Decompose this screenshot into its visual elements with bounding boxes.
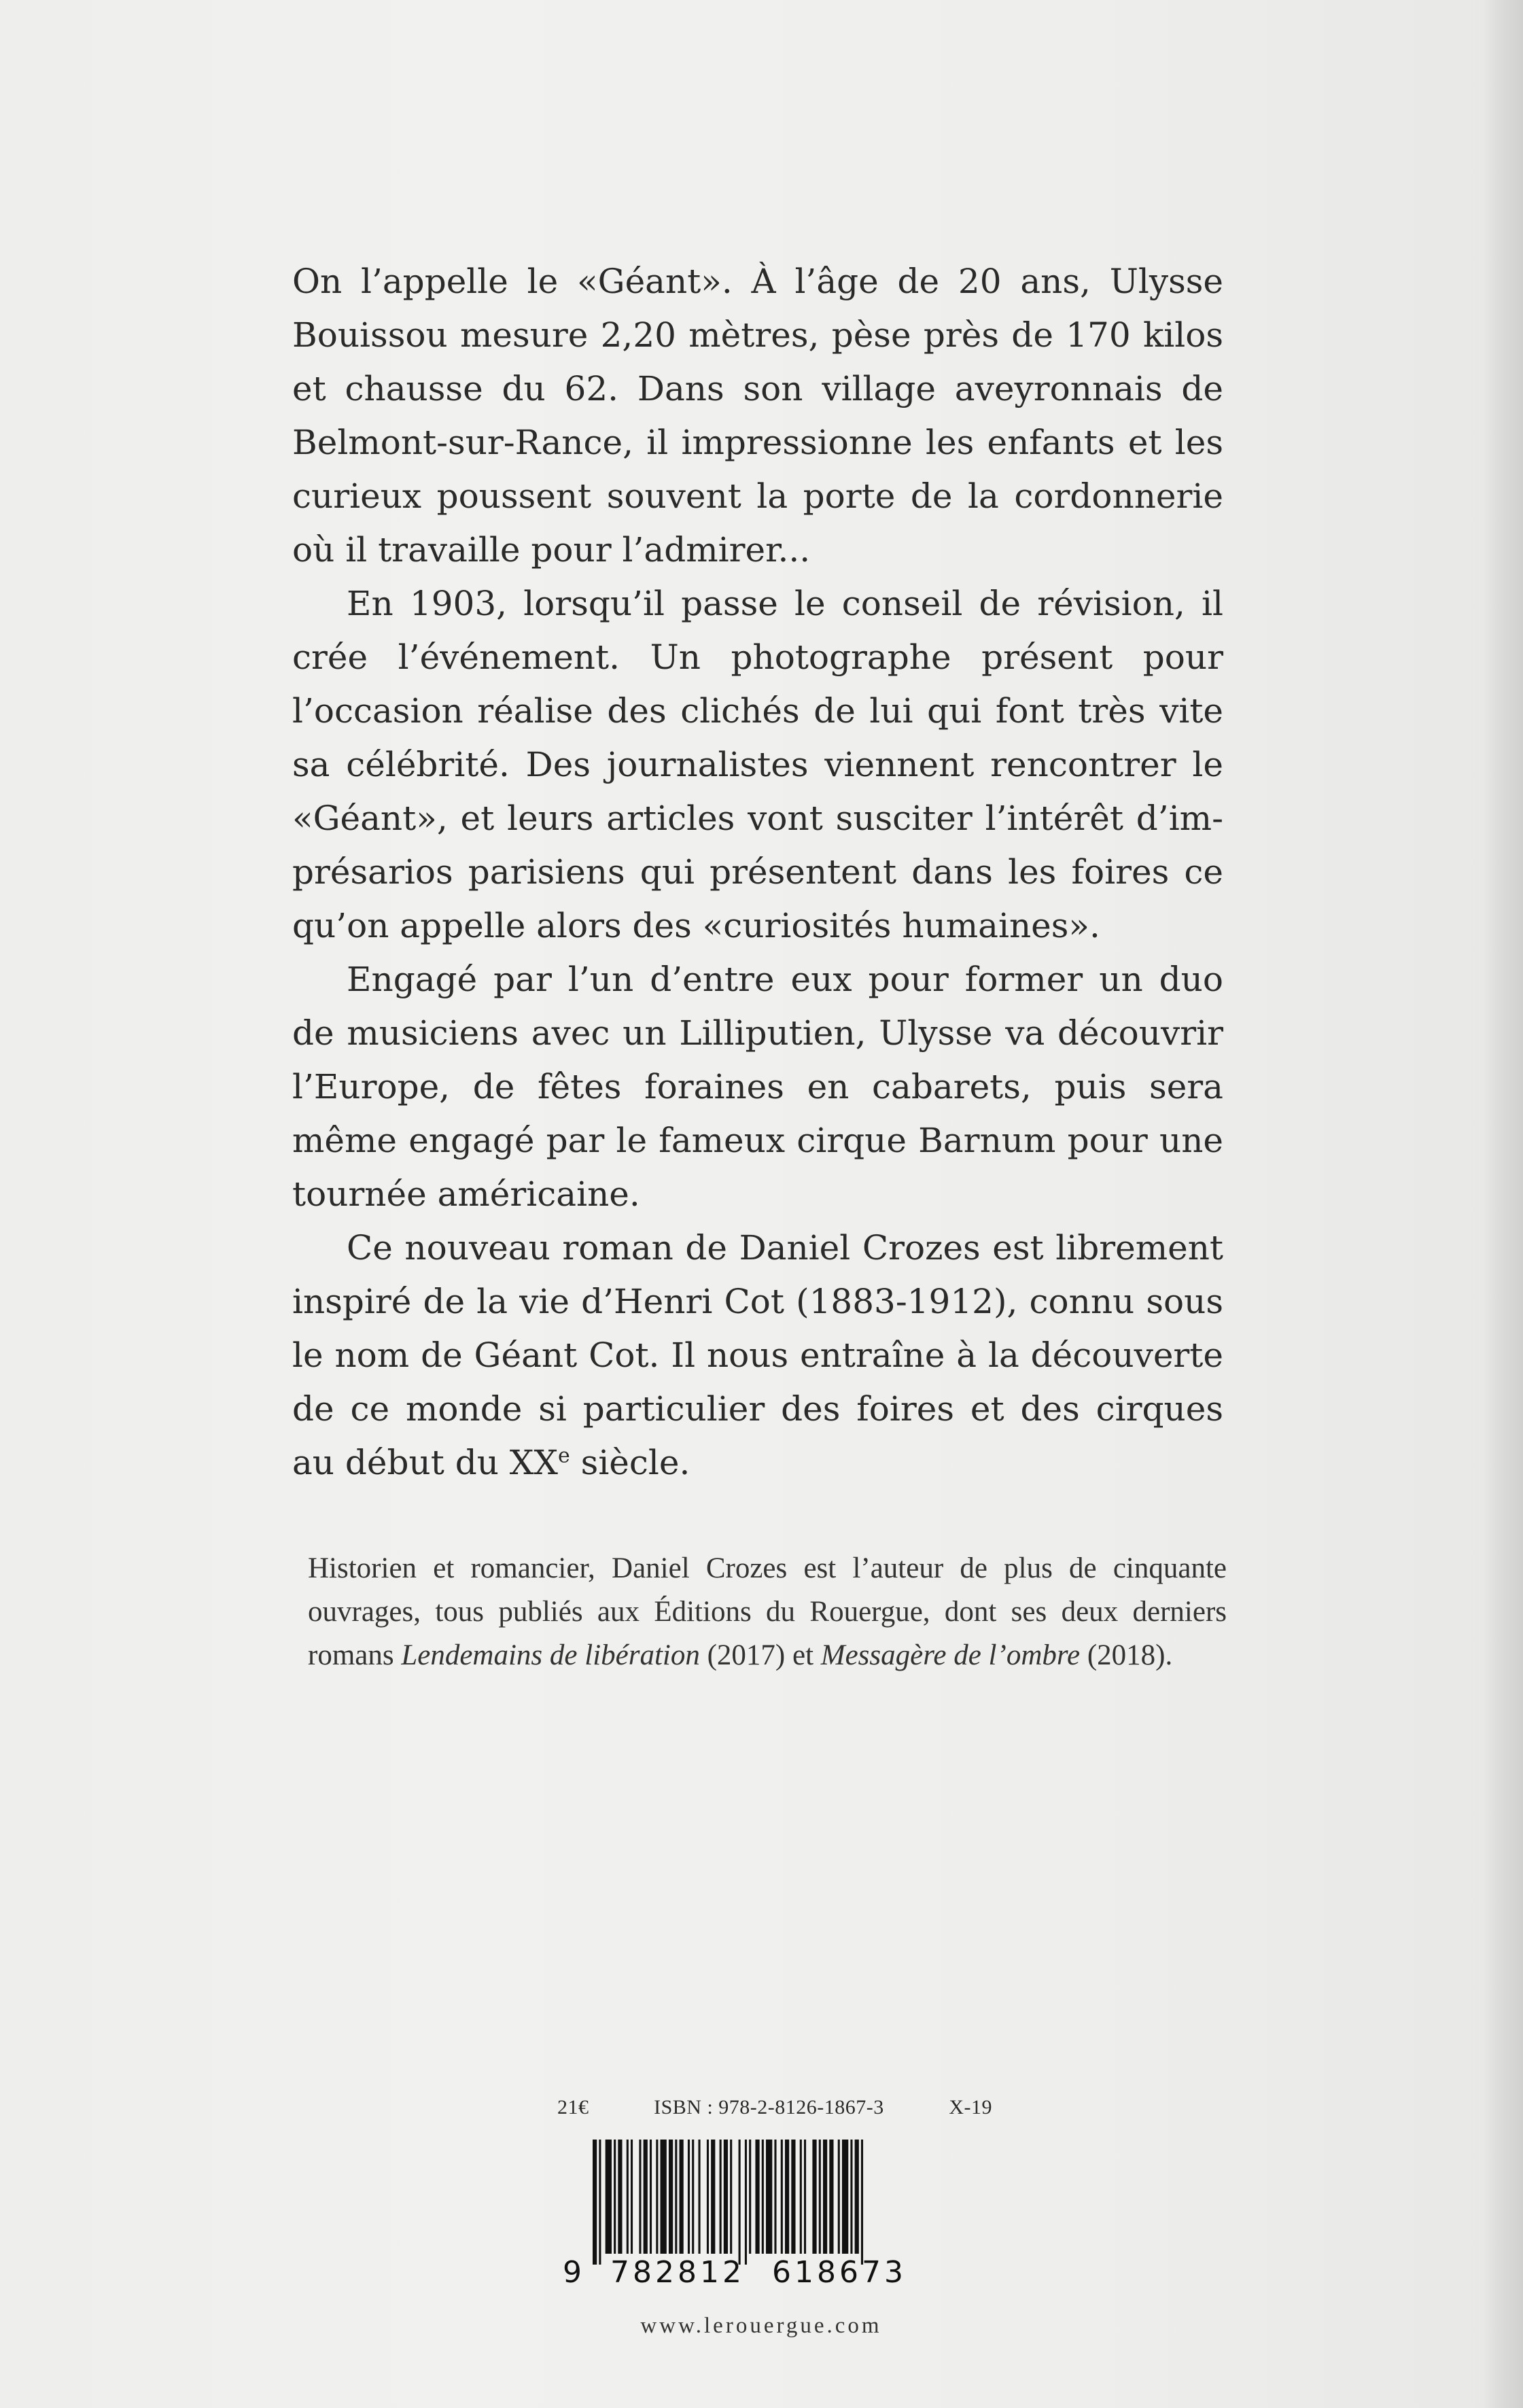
price-isbn-line bbox=[557, 2096, 992, 2119]
barcode-group-2: 618673 bbox=[772, 2255, 907, 2290]
barcode-bar bbox=[749, 2140, 751, 2254]
barcode-bar bbox=[774, 2140, 776, 2254]
blurb-paragraph-4-text: Ce nouveau roman de Daniel Crozes est librement inspiré de la vie d’Henri Cot (1883-1912), connu sous le nom de Géant Cot. Il nous entraîne à la découverte de ce monde si particulier des foires et des cirques au début du XX bbox=[292, 1228, 1223, 1482]
barcode-bar bbox=[661, 2140, 667, 2254]
bio-year-2: (2018). bbox=[1080, 1639, 1173, 1671]
barcode-bar bbox=[720, 2140, 722, 2254]
barcode-bar bbox=[739, 2140, 741, 2265]
barcode-bar bbox=[766, 2140, 772, 2254]
barcode-bar bbox=[804, 2140, 806, 2254]
barcode-bar bbox=[711, 2140, 715, 2254]
barcode-bar bbox=[656, 2140, 658, 2254]
edition-code: X-19 bbox=[949, 2096, 992, 2118]
author-bio bbox=[308, 1547, 1227, 1677]
barcode-bar bbox=[698, 2140, 700, 2254]
barcode-bar bbox=[745, 2140, 747, 2265]
barcode-bar bbox=[791, 2140, 795, 2254]
blurb-paragraph-3: Engagé par l’un d’entre eux pour former un duo de musiciens avec un Lilliputien, Ulysse va découvrir l’Europe, de fêtes foraines en cabarets, puis sera même engagé par le fameux cirque Barnum pour une tournée américaine. bbox=[292, 960, 1223, 1214]
barcode-first-digit: 9 bbox=[563, 2255, 585, 2290]
barcode-bar bbox=[631, 2140, 633, 2254]
barcode-bar bbox=[850, 2140, 852, 2254]
blurb-paragraph-1: On l’appelle le «Géant». À l’âge de 20 ans, Ulysse Bouissou mesure 2,20 mètres, pèse près de 170 kilos et chausse du 62. Dans son village aveyronnais de Belmont-sur-Rance, il impressionne les enfants et les curieux poussent souvent la porte de la cordonnerie où il travaille pour l’admirer... bbox=[292, 262, 1223, 570]
barcode-bar bbox=[812, 2140, 816, 2254]
barcode-bar bbox=[819, 2140, 821, 2254]
blurb bbox=[292, 255, 1223, 1490]
bio-title-1: Lendemains de libération bbox=[401, 1639, 700, 1671]
blurb-paragraph-2: En 1903, lorsqu’il passe le conseil de révision, il crée l’événement. Un photographe présent pour l’occasion réalise des clichés de lui qui font très vite sa célébrité. Des journalistes viennent rencontrer le «Géant», et leurs articles vont susciter l’intérêt d’imprésarios parisiens qui présentent dans les foires ce qu’on appelle alors des «curiosités humaines». bbox=[292, 584, 1223, 945]
barcode-bar bbox=[861, 2140, 863, 2265]
barcode-bar bbox=[606, 2140, 612, 2254]
barcode-bar bbox=[627, 2140, 629, 2254]
barcode-bar bbox=[618, 2140, 622, 2254]
barcode-bar bbox=[650, 2140, 652, 2254]
barcode-bar bbox=[730, 2140, 732, 2254]
barcode-bar bbox=[692, 2140, 694, 2254]
barcode-group-1: 782812 bbox=[610, 2255, 745, 2290]
publisher-website: www.lerouergue.com bbox=[640, 2314, 882, 2338]
barcode-bar bbox=[781, 2140, 783, 2254]
author-bio-text bbox=[308, 1547, 1227, 1677]
barcode-bar bbox=[644, 2140, 648, 2254]
barcode-bar bbox=[688, 2140, 690, 2254]
barcode bbox=[593, 2140, 953, 2265]
bio-text-before: Historien et romancier, Daniel Crozes est l’auteur de plus de cinquante ouvrages, tous publiés aux Éditions du Rouergue, dont ses deux derniers romans bbox=[308, 1552, 1227, 1671]
bio-year-1: (2017) et bbox=[699, 1639, 821, 1671]
barcode-bar bbox=[614, 2140, 616, 2254]
barcode-bar bbox=[800, 2140, 802, 2254]
barcode-bar bbox=[842, 2140, 848, 2254]
barcode-bar bbox=[599, 2140, 601, 2265]
bio-title-2: Messagère de l’ombre bbox=[820, 1639, 1081, 1671]
barcode-bar bbox=[593, 2140, 597, 2265]
barcode-bar bbox=[785, 2140, 789, 2254]
isbn: ISBN : 978-2-8126-1867-3 bbox=[654, 2096, 884, 2118]
barcode-bar bbox=[755, 2140, 759, 2254]
barcode-bar bbox=[680, 2140, 684, 2254]
barcode-bar bbox=[855, 2140, 859, 2254]
blurb-paragraph-4-end: siècle. bbox=[570, 1443, 690, 1482]
barcode-bar bbox=[669, 2140, 673, 2254]
price: 21€ bbox=[557, 2096, 589, 2118]
barcode-bar bbox=[838, 2140, 840, 2254]
barcode-bar bbox=[675, 2140, 677, 2254]
barcode-bar bbox=[639, 2140, 641, 2254]
blurb-paragraph-4 bbox=[292, 1221, 1223, 1490]
barcode-bar bbox=[823, 2140, 827, 2254]
barcode-bar bbox=[829, 2140, 833, 2254]
cover-edge-shadow bbox=[1482, 0, 1523, 2408]
barcode-bar bbox=[762, 2140, 764, 2254]
barcode-bar bbox=[707, 2140, 709, 2254]
barcode-bar bbox=[724, 2140, 728, 2254]
century-superscript: e bbox=[558, 1444, 570, 1468]
